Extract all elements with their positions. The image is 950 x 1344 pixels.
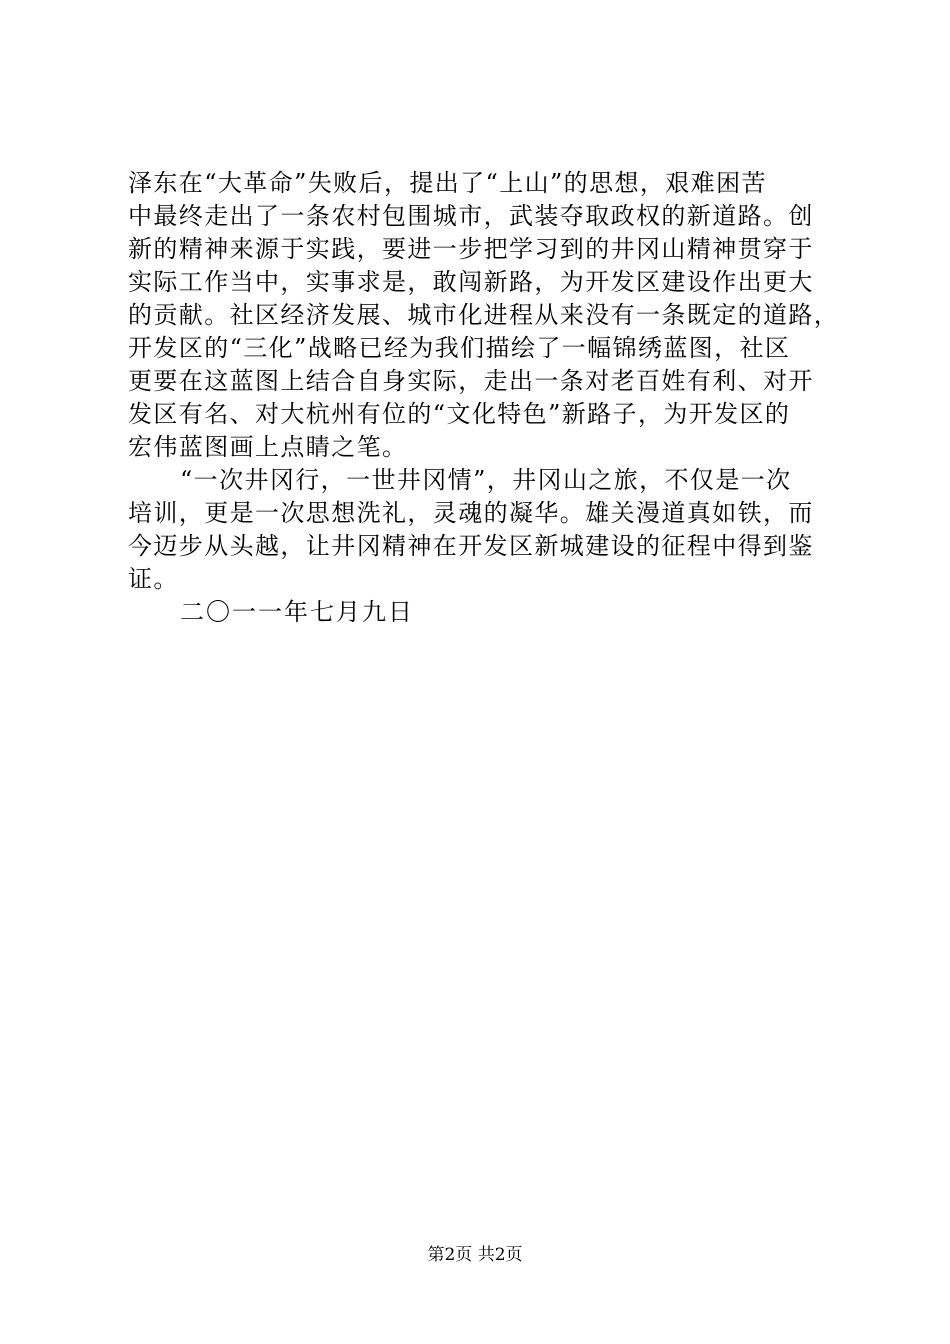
text-line: 发区有名、对大杭州有位的“文化特色”新路子，为开发区的 <box>128 400 791 428</box>
text-line: 泽东在“大革命”失败后，提出了“上山”的思想，艰难困苦 <box>128 169 767 197</box>
text-line: 中最终走出了一条农村包围城市，武装夺取政权的新道路。创 <box>128 202 814 230</box>
body-text <box>128 167 848 629</box>
text-line: 宏伟蓝图画上点睛之笔。 <box>128 433 408 461</box>
page-footer: 第2页 共2页 <box>427 1245 523 1265</box>
text-line: 实际工作当中，实事求是，敢闯新路，为开发区建设作出更大 <box>128 268 814 296</box>
text-line: 开发区的“三化”战略已经为我们描绘了一幅锦绣蓝图，社区 <box>128 334 791 362</box>
text-line: 的贡献。社区经济发展、城市化进程从来没有一条既定的道路， <box>128 301 840 329</box>
text-line: 今迈步从头越，让井冈精神在开发区新城建设的征程中得到鉴 <box>128 532 814 560</box>
paragraph-start-line: “一次井冈行，一世井冈情”，井冈山之旅，不仅是一次 <box>180 466 792 494</box>
text-line: 更要在这蓝图上结合自身实际，走出一条对老百姓有利、对开 <box>128 367 814 395</box>
text-line: 证。 <box>128 565 179 593</box>
date-line: 二〇一一年七月九日 <box>180 598 414 626</box>
text-line: 新的精神来源于实践，要进一步把学习到的井冈山精神贯穿于 <box>128 235 814 263</box>
text-line: 培训，更是一次思想洗礼，灵魂的凝华。雄关漫道真如铁，而 <box>128 499 814 527</box>
